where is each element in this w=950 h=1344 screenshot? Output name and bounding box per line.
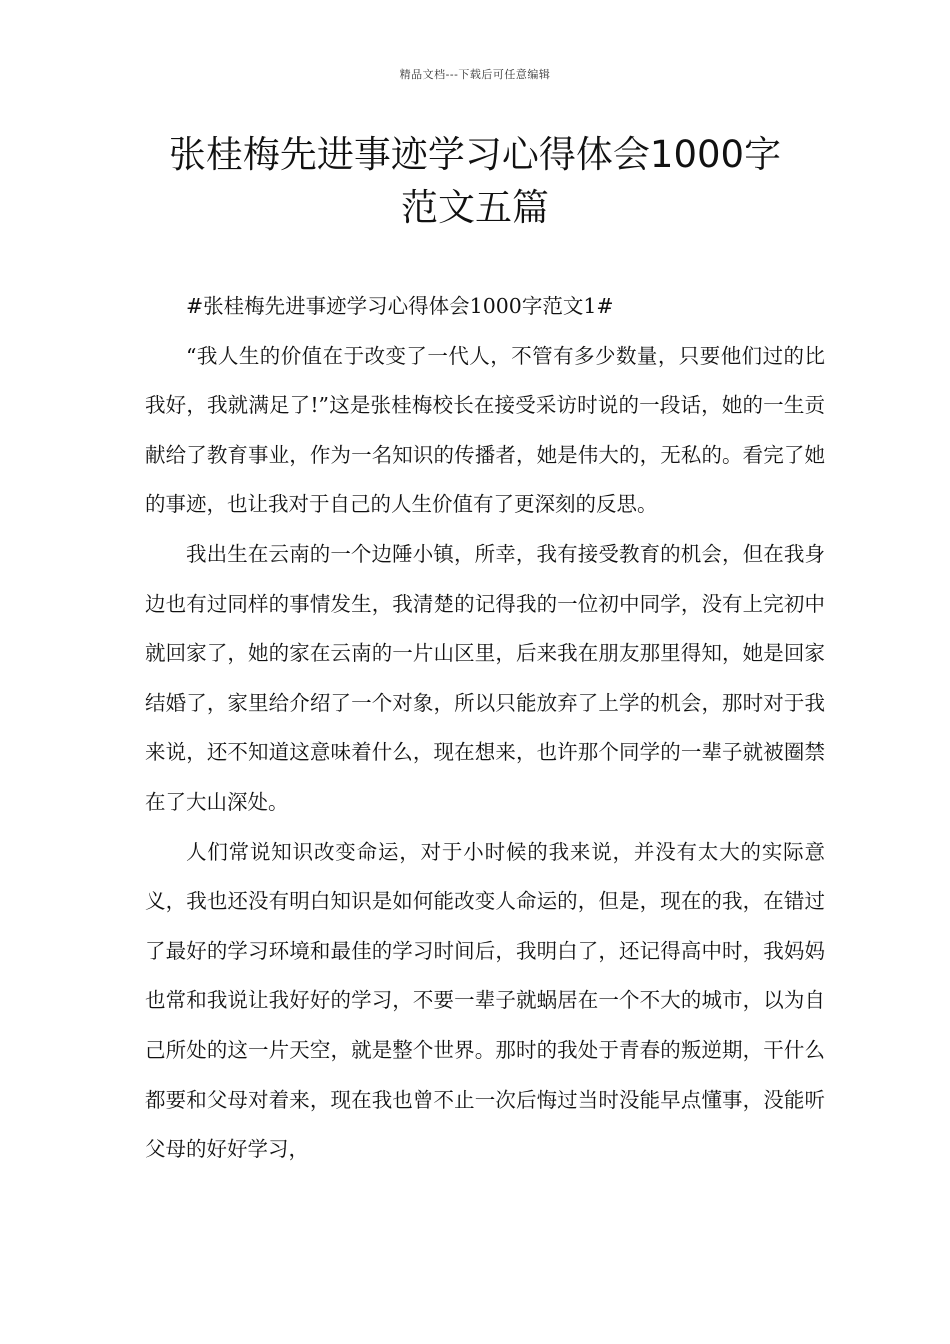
section-heading: #张桂梅先进事迹学习心得体会1000字范文1# xyxy=(186,294,614,318)
document-title xyxy=(100,128,850,234)
paragraph: 我出生在云南的一个边陲小镇，所幸，我有接受教育的机会，但在我身边也有过同样的事情发生，我清楚的记得我的一位初中同学，没有上完初中就回家了，她的家在云南的一片山区里，后来我在朋友那里得知，她是回家结婚了，家里给介绍了一个对象，所以只能放弃了上学的机会，那时对于我来说，还不知道这意味着什么，现在想来，也许那个同学的一辈子就被圈禁在了大山深处。 xyxy=(145,541,825,814)
header-note: 精品文档---下载后可任意编辑 xyxy=(399,68,551,81)
paragraph: 人们常说知识改变命运，对于小时候的我来说，并没有太大的实际意义，我也还没有明白知识是如何能改变人命运的，但是，现在的我，在错过了最好的学习环境和最佳的学习时间后，我明白了，还记得高中时，我妈妈也常和我说让我好好的学习，不要一辈子就蜗居在一个不大的城市，以为自己所处的这一片天空，就是整个世界。那时的我处于青春的叛逆期，干什么都要和父母对着来，现在我也曾不止一次后悔过当时没能早点懂事，没能听父母的好好学习， xyxy=(145,839,825,1162)
document-body xyxy=(145,282,825,1175)
title-line-2: 范文五篇 xyxy=(401,186,549,229)
paragraph: “我人生的价值在于改变了一代人，不管有多少数量，只要他们过的比我好，我就满足了!”这是张桂梅校长在接受采访时说的一段话，她的一生贡献给了教育事业，作为一名知识的传播者，她是伟大的，无私的。看完了她的事迹，也让我对于自己的人生价值有了更深刻的反思。 xyxy=(145,343,825,517)
title-line-1: 张桂梅先进事迹学习心得体会1000字 xyxy=(168,133,782,176)
